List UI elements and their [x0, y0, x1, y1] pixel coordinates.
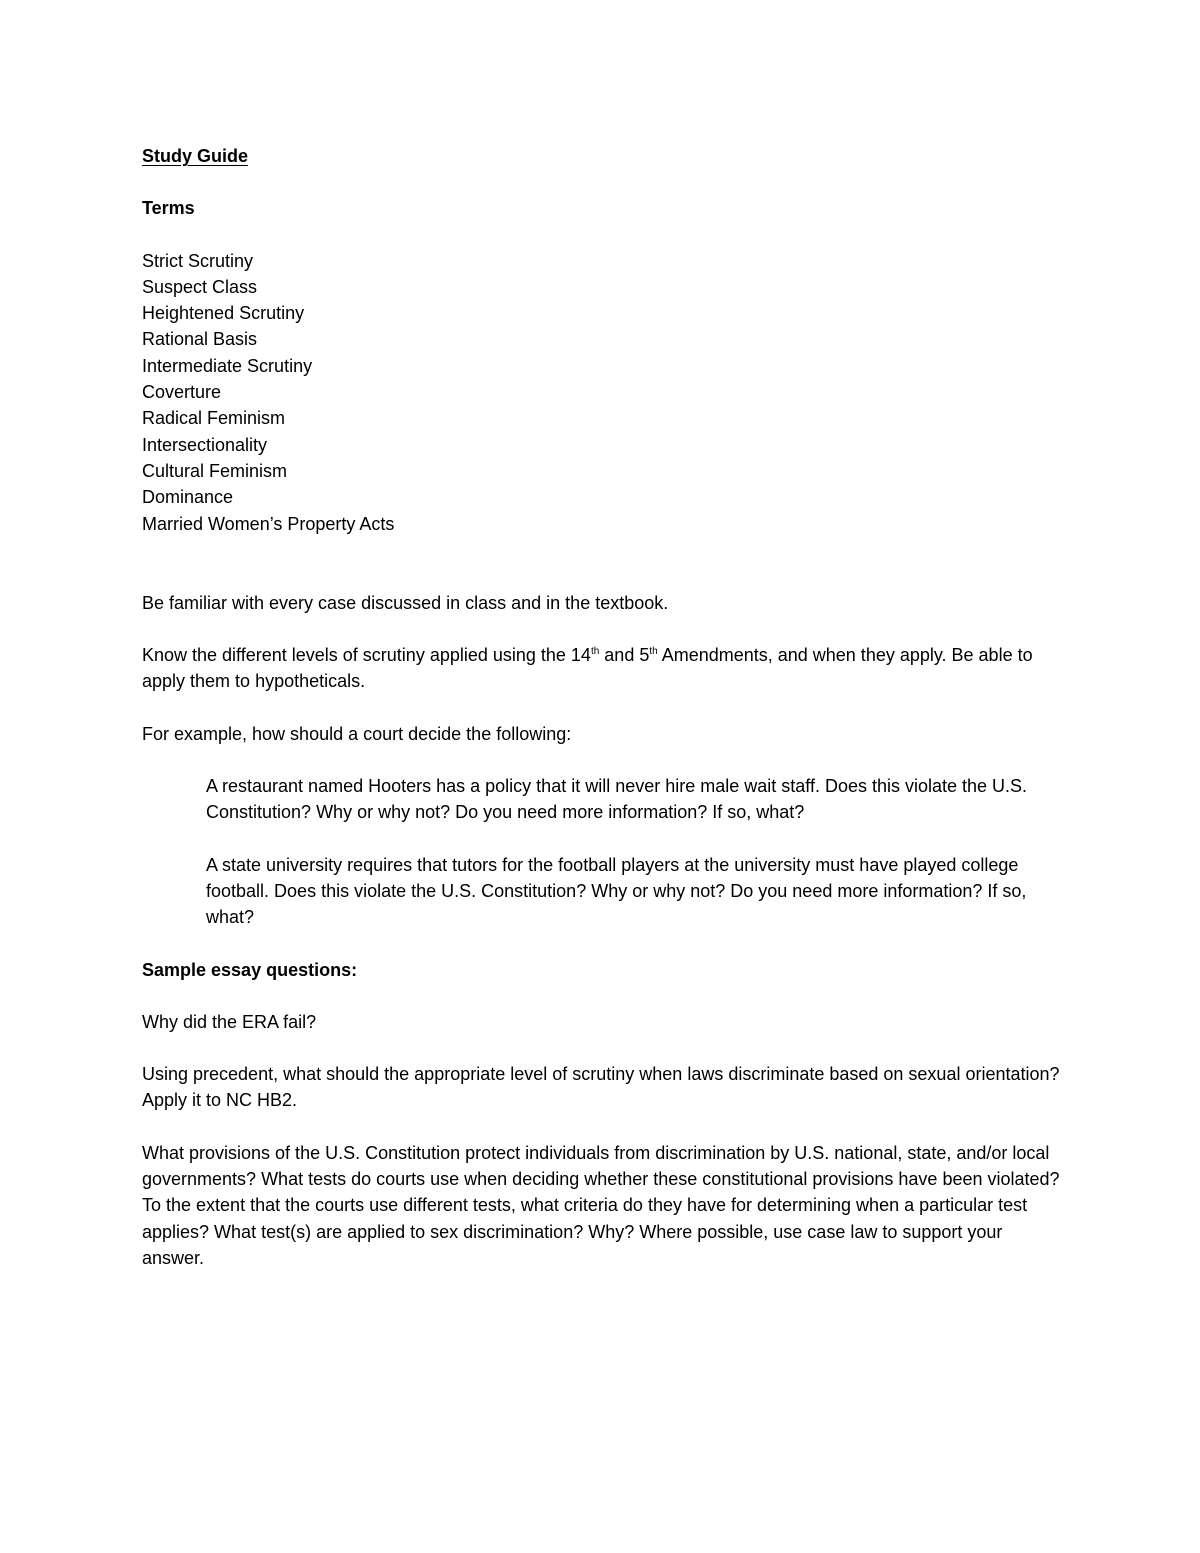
levels-text-part1: Know the different levels of scrutiny applied using the 14: [142, 645, 591, 666]
terms-list: [142, 248, 1062, 537]
levels-paragraph: [142, 642, 1062, 695]
essay-heading: Sample essay questions:: [142, 959, 358, 980]
hypothetical-paragraph: A state university requires that tutors for the football players at the university must have played college football. Does this violate the U.S. Constitution? Why or why not? Do you need more information? If so, what?: [206, 854, 1027, 928]
term-item: Heightened Scrutiny: [142, 303, 305, 324]
term-item: Coverture: [142, 382, 222, 403]
term-item: Dominance: [142, 487, 234, 508]
document-title: Study Guide: [142, 146, 249, 166]
example-intro: For example, how should a court decide the following:: [142, 723, 572, 744]
hypothetical-paragraph: A restaurant named Hooters has a policy that it will never hire male wait staff. Does this violate the U.S. Constitution? Why or why not? Do you need more information? If so, what?: [206, 776, 1028, 823]
ordinal-suffix: th: [649, 646, 658, 658]
term-item: Strict Scrutiny: [142, 250, 254, 271]
familiar-paragraph: Be familiar with every case discussed in class and in the textbook.: [142, 592, 669, 613]
term-item: Radical Feminism: [142, 408, 286, 429]
document-body: [142, 143, 1062, 1271]
term-item: Intermediate Scrutiny: [142, 355, 313, 376]
term-item: Rational Basis: [142, 329, 258, 350]
essay-question: Using precedent, what should the appropriate level of scrutiny when laws discriminate based on sexual orientation? Apply it to NC HB2.: [142, 1064, 1060, 1111]
term-item: Intersectionality: [142, 434, 268, 455]
essay-question: Why did the ERA fail?: [142, 1011, 317, 1032]
term-item: Cultural Feminism: [142, 460, 288, 481]
term-item: Suspect Class: [142, 276, 258, 297]
essay-question: What provisions of the U.S. Constitution protect individuals from discrimination by U.S. national, state, and/or local governments? What tests do courts use when deciding whether these constitutional provisions have been violated? To the extent that the courts use different tests, what criteria do they have for determining when a particular test applies? What test(s) are applied to sex discrimination? Why? Where possible, use case law to support your answer.: [142, 1142, 1060, 1268]
ordinal-suffix: th: [590, 646, 600, 658]
levels-text-part3: Amendments, and when they apply. Be able to apply them to hypotheticals.: [142, 645, 1033, 692]
levels-text-part2: and 5: [599, 645, 650, 666]
terms-heading: Terms: [142, 198, 195, 219]
term-item: Married Women’s Property Acts: [142, 513, 395, 534]
